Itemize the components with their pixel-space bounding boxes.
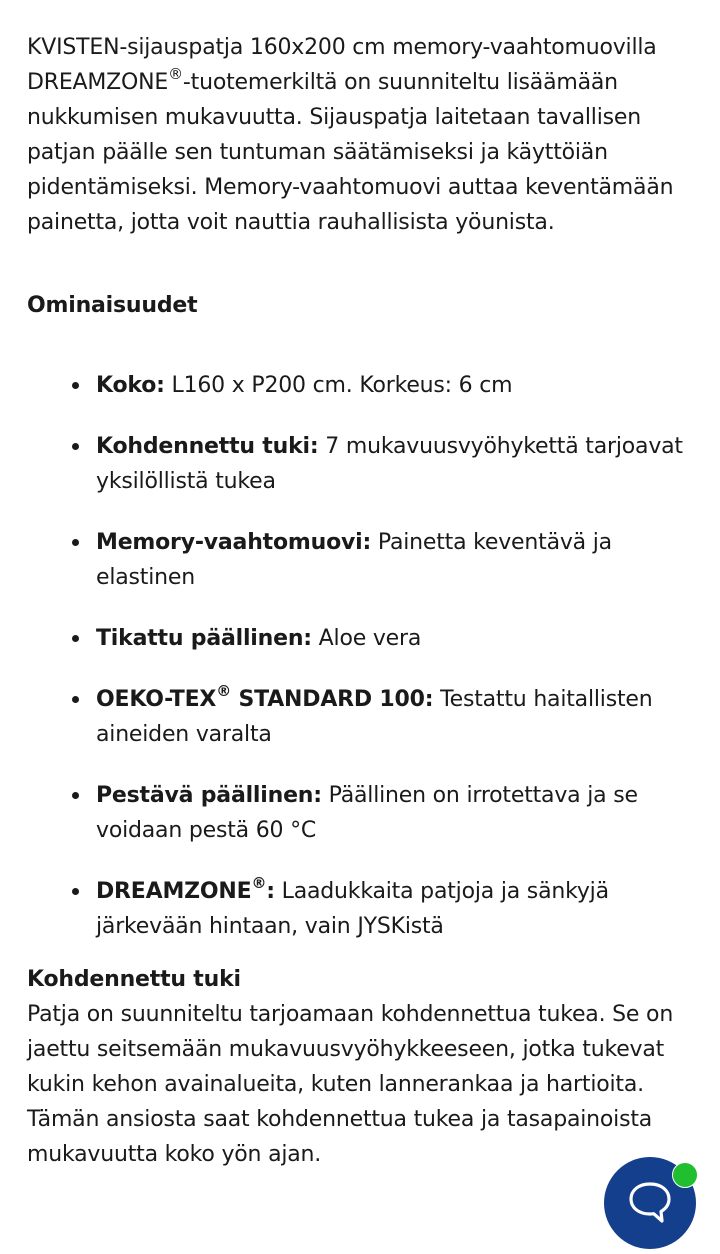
feature-text: Päällinen on irrotettava ja se voidaan pestä 60 °C bbox=[96, 783, 638, 843]
feature-text: Laadukkaita patjoja ja sänkyjä järkevään hintaan, vain JYSKistä bbox=[96, 879, 609, 939]
feature-key: Pestävä päällinen: bbox=[96, 783, 322, 808]
online-status-dot bbox=[672, 1162, 698, 1188]
intro-paragraph bbox=[27, 30, 697, 240]
feature-key bbox=[96, 873, 275, 904]
feature-key-part: : bbox=[266, 879, 275, 904]
support-heading: Kohdennettu tuki bbox=[27, 967, 241, 992]
feature-text: Aloe vera bbox=[311, 626, 422, 651]
feature-key bbox=[96, 681, 434, 712]
support-paragraph: Patja on suunniteltu tarjoamaan kohdennettua tukea. Se on jaettu seitsemään mukavuusvyöhykkeeseen, jotka tukevat kukin kehon avainalueita, kuten lannerankaa ja hartioita. Tämän ansiosta saat kohdennettua tukea ja tasapainoista mukavuutta koko yön ajan. bbox=[27, 1002, 674, 1167]
registered-mark: ® bbox=[251, 873, 267, 892]
registered-mark: ® bbox=[216, 681, 232, 700]
feature-text: Testattu haitallisten aineiden varalta bbox=[96, 687, 653, 747]
registered-mark: ® bbox=[168, 64, 183, 83]
feature-size bbox=[96, 368, 697, 403]
feature-key: Koko: bbox=[96, 373, 165, 398]
features-list bbox=[27, 368, 697, 944]
feature-washable-cover bbox=[96, 778, 697, 848]
feature-text: L160 x P200 cm. Korkeus: 6 cm bbox=[164, 373, 513, 398]
product-description bbox=[27, 30, 697, 1172]
feature-text: 7 mukavuusvyöhykettä tarjoavat yksilöllistä tukea bbox=[96, 434, 683, 494]
intro-text-start: KVISTEN-sijauspatja 160x200 cm memory-vaahtomuovilla DREAMZONE bbox=[27, 35, 657, 95]
feature-oeko-tex bbox=[96, 682, 697, 752]
feature-key: Memory-vaahtomuovi: bbox=[96, 530, 372, 555]
feature-text: Painetta keventävä ja elastinen bbox=[96, 530, 612, 590]
feature-quilted-cover bbox=[96, 621, 697, 656]
features-heading: Ominaisuudet bbox=[27, 293, 198, 318]
feature-key: Kohdennettu tuki: bbox=[96, 434, 319, 459]
feature-key: Tikattu päällinen: bbox=[96, 626, 312, 651]
chat-bubble-icon bbox=[626, 1180, 674, 1226]
feature-key-part: OEKO-TEX bbox=[96, 687, 217, 712]
feature-targeted-support bbox=[96, 429, 697, 499]
feature-key-part: STANDARD 100: bbox=[231, 687, 434, 712]
feature-key-part: DREAMZONE bbox=[96, 879, 252, 904]
feature-memory-foam bbox=[96, 525, 697, 595]
intro-text-end: -tuotemerkiltä on suunniteltu lisäämään nukkumisen mukavuutta. Sijauspatja laitetaan tavallisen patjan päälle sen tuntuman säätämiseksi ja käyttöiän pidentämiseksi. Memory-vaahtomuovi auttaa keventämään painetta, jotta voit nauttia rauhallisista yöunista. bbox=[27, 70, 674, 235]
feature-dreamzone bbox=[96, 874, 697, 944]
